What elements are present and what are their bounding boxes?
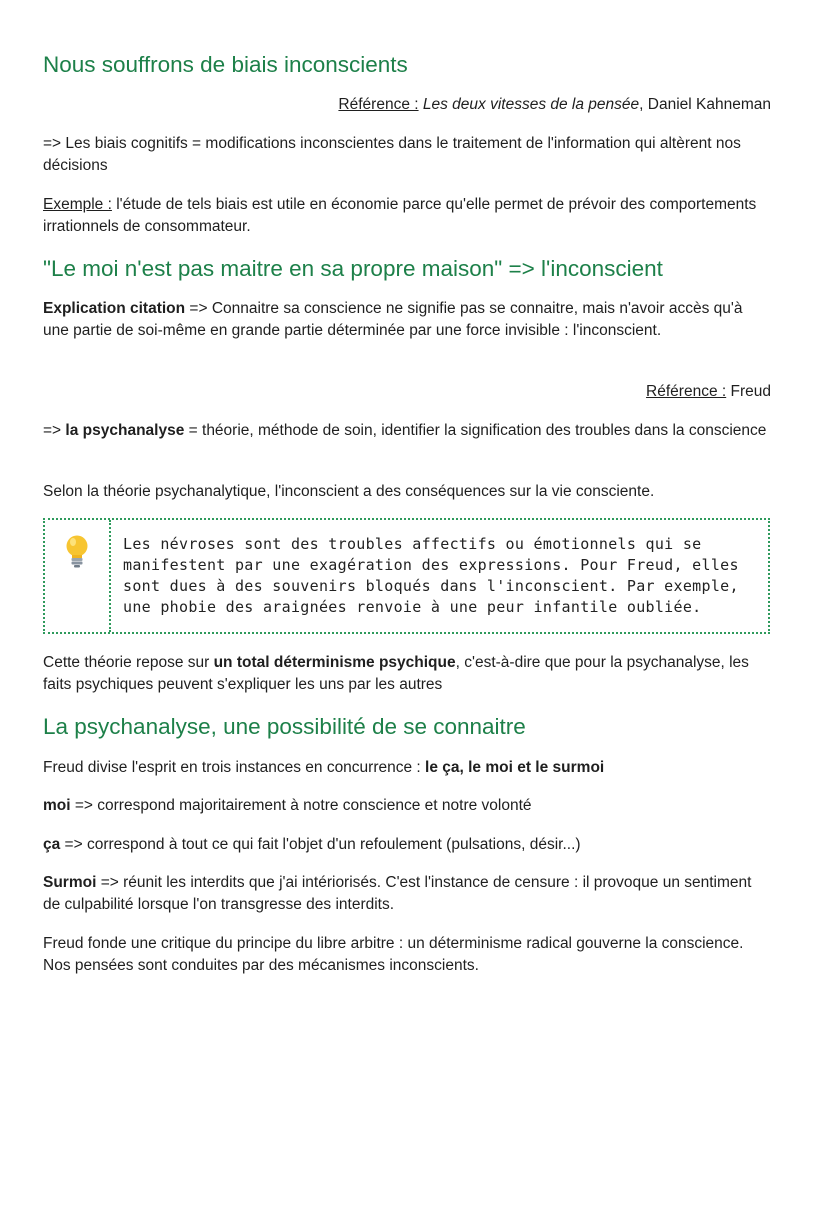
callout-icon-cell — [45, 520, 111, 632]
paragraph-psychanalyse — [43, 420, 771, 442]
lightbulb-icon — [64, 534, 90, 568]
paragraph-libre-arbitre: Freud fonde une critique du principe du libre arbitre : un déterminisme radical gouverne la conscience. Nos pensées sont conduites par des mécanismes inconscients. — [43, 935, 744, 974]
ca-text: => correspond à tout ce qui fait l'objet d'un refoulement (pulsations, désir...) — [60, 836, 581, 853]
paragraph-ca — [43, 834, 771, 856]
instances-pre: Freud divise l'esprit en trois instances en concurrence : — [43, 759, 426, 776]
surmoi-text: => réunit les interdits que j'ai intériorisés. C'est l'instance de censure : il provoque un sentiment de culpabilité lorsque l'on transgresse des interdits. — [43, 874, 752, 913]
heading-moi-maitre: "Le moi n'est pas maitre en sa propre maison" => l'inconscient — [43, 256, 663, 281]
instances-term: le ça, le moi et le surmoi — [425, 759, 605, 776]
moi-term: moi — [43, 797, 71, 814]
surmoi-term: Surmoi — [43, 874, 97, 891]
paragraph-selon: Selon la théorie psychanalytique, l'inconscient a des conséquences sur la vie consciente. — [43, 483, 655, 500]
paragraph-biais-definition: => Les biais cognitifs = modifications inconscientes dans le traitement de l'information qui altèrent nos décisions — [43, 135, 741, 174]
heading-biais: Nous souffrons de biais inconscients — [43, 52, 408, 77]
callout-box — [43, 518, 770, 634]
reference-author: Freud — [726, 383, 771, 400]
paragraph-determinisme — [43, 652, 771, 696]
exemple-label: Exemple : — [43, 196, 112, 213]
paragraph-exemple — [43, 194, 771, 238]
determinisme-term: un total déterminisme psychique — [213, 654, 456, 671]
paragraph-instances — [43, 757, 771, 779]
psychanalyse-text: = théorie, méthode de soin, identifier la signification des troubles dans la conscience — [184, 422, 767, 439]
paragraph-surmoi — [43, 872, 771, 916]
reference-author: , Daniel Kahneman — [639, 96, 771, 113]
psychanalyse-arrow: => — [43, 422, 66, 439]
paragraph-moi — [43, 795, 771, 817]
reference-kahneman — [43, 94, 771, 116]
reference-freud — [43, 381, 771, 403]
reference-label: Référence : — [338, 96, 419, 113]
explication-text: => Connaitre sa conscience ne signifie pas se connaitre, mais n'avoir accès qu'à une partie de soi-même en grande partie déterminée par une force invisible : l'inconscient. — [43, 300, 743, 339]
explication-label: Explication citation — [43, 300, 186, 317]
exemple-text: l'étude de tels biais est utile en économie parce qu'elle permet de prévoir des comportements irrationnels de consommateur. — [43, 196, 757, 235]
reference-label: Référence : — [646, 383, 727, 400]
determinisme-pre: Cette théorie repose sur — [43, 654, 214, 671]
ca-term: ça — [43, 836, 61, 853]
determinisme-text: , c'est-à-dire que pour la psychanalyse, les faits psychiques peuvent s'expliquer les uns par les autres — [43, 654, 749, 693]
heading-se-connaitre: La psychanalyse, une possibilité de se connaitre — [43, 714, 526, 739]
moi-text: => correspond majoritairement à notre conscience et notre volonté — [70, 797, 532, 814]
paragraph-explication — [43, 298, 771, 342]
reference-work: Les deux vitesses de la pensée — [422, 96, 640, 113]
callout-text: Les névroses sont des troubles affectifs ou émotionnels qui se manifestent par une exagération des expressions. Pour Freud, elles sont dues à des souvenirs bloqués dans l'inconscient. Par exemple, une phobie des araignées renvoie à une peur infantile oubliée. — [123, 535, 739, 616]
psychanalyse-term: la psychanalyse — [65, 422, 185, 439]
